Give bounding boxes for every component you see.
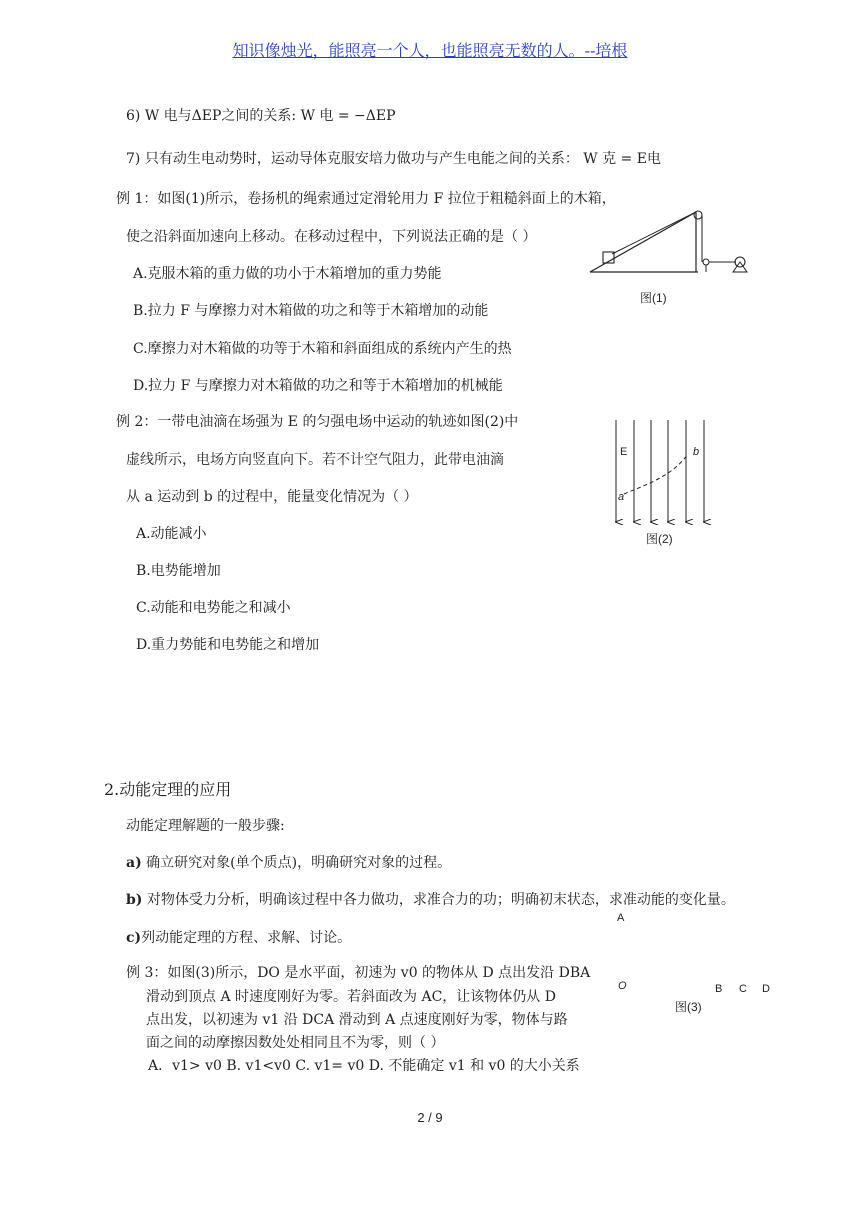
figure-3-label-c: C: [739, 983, 747, 995]
item-6: 6) W 电与ΔEP之间的关系: W 电 = −ΔEP: [126, 108, 396, 124]
step-c: [126, 929, 351, 947]
figure-2-electric-field: [608, 418, 718, 528]
page-number: 2 / 9: [417, 1110, 443, 1125]
example3-options: A．v1> v0 B. v1<v0 C. v1= v0 D. 不能确定 v1 和 v0 的大小关系: [148, 1058, 580, 1074]
step-a-text: 确立研究对象(单个质点)，明确研究对象的过程。: [141, 855, 452, 871]
figure-2-label-a: a: [618, 491, 625, 503]
example1-option-d: D.拉力 F 与摩擦力对木箱做的功之和等于木箱增加的机械能: [133, 378, 503, 394]
example3-line2: 滑动到顶点 A 时速度刚好为零。若斜面改为 AC，让该物体仍从 D: [146, 989, 556, 1005]
example1-line2: 使之沿斜面加速向上移动。在移动过程中，下列说法正确的是（ ）: [126, 229, 537, 245]
example2-option-b: B.电势能增加: [136, 563, 221, 579]
example2-option-c: C.动能和电势能之和减小: [136, 600, 291, 616]
section-2-intro: 动能定理解题的一般步骤:: [126, 818, 285, 834]
step-a: [126, 854, 451, 872]
example1-option-a: A.克服木箱的重力做的功小于木箱增加的重力势能: [133, 266, 442, 282]
example2-line1: 例 2：一带电油滴在场强为 E 的匀强电场中运动的轨迹如图(2)中: [116, 414, 519, 430]
figure-3-label-a: A: [617, 912, 625, 924]
step-a-key: a): [126, 855, 142, 871]
example2-option-a: A.动能减小: [136, 526, 207, 542]
figure-3-label-o: O: [618, 980, 627, 992]
figure-2-caption: 图(2): [646, 532, 673, 546]
example2-option-d: D.重力势能和电势能之和增加: [136, 637, 320, 653]
item-7: 7) 只有动生电动势时，运动导体克服安培力做功与产生电能之间的关系： W 克 = E电: [126, 151, 661, 167]
figure-3-label-d: D: [762, 983, 770, 995]
step-b-text: 对物体受力分析，明确该过程中各力做功，求准合力的功；明确初末状态，求准动能的变化量。: [142, 892, 735, 908]
step-c-text: 列动能定理的方程、求解、讨论。: [141, 930, 352, 946]
example3-line3: 点出发，以初速为 v1 沿 DCA 滑动到 A 点速度刚好为零，物体与路: [146, 1012, 568, 1028]
figure-2-label-b: b: [693, 446, 700, 458]
figure-2-label-e: E: [620, 446, 628, 458]
example2-line3: 从 a 运动到 b 的过程中，能量变化情况为（ ）: [126, 489, 418, 505]
step-b: [126, 891, 735, 909]
figure-3-label-b: B: [715, 983, 723, 995]
header-motto: 知识像烛光，能照亮一个人，也能照亮无数的人。--培根: [232, 41, 628, 60]
section-2-title: 2.动能定理的应用: [104, 780, 232, 799]
example1-line1: 例 1：如图(1)所示，卷扬机的绳索通过定滑轮用力 F 拉位于粗糙斜面上的木箱，: [116, 191, 616, 207]
figure-1-incline: [590, 204, 760, 284]
example1-option-c: C.摩擦力对木箱做的功等于木箱和斜面组成的系统内产生的热: [133, 341, 512, 357]
figure-3-caption: 图(3): [675, 1000, 702, 1014]
figure-1-caption: 图(1): [640, 291, 667, 305]
step-c-key: c): [126, 930, 142, 946]
step-b-key: b): [126, 892, 143, 908]
example2-line2: 虚线所示，电场方向竖直向下。若不计空气阻力，此带电油滴: [126, 452, 504, 468]
example1-option-b: B.拉力 F 与摩擦力对木箱做的功之和等于木箱增加的动能: [133, 303, 489, 319]
example3-line4: 面之间的动摩擦因数处处相同且不为零，则（ ）: [146, 1035, 445, 1051]
example3-line1: 例 3：如图(3)所示，DO 是水平面，初速为 v0 的物体从 D 点出发沿 DBA: [126, 965, 591, 981]
